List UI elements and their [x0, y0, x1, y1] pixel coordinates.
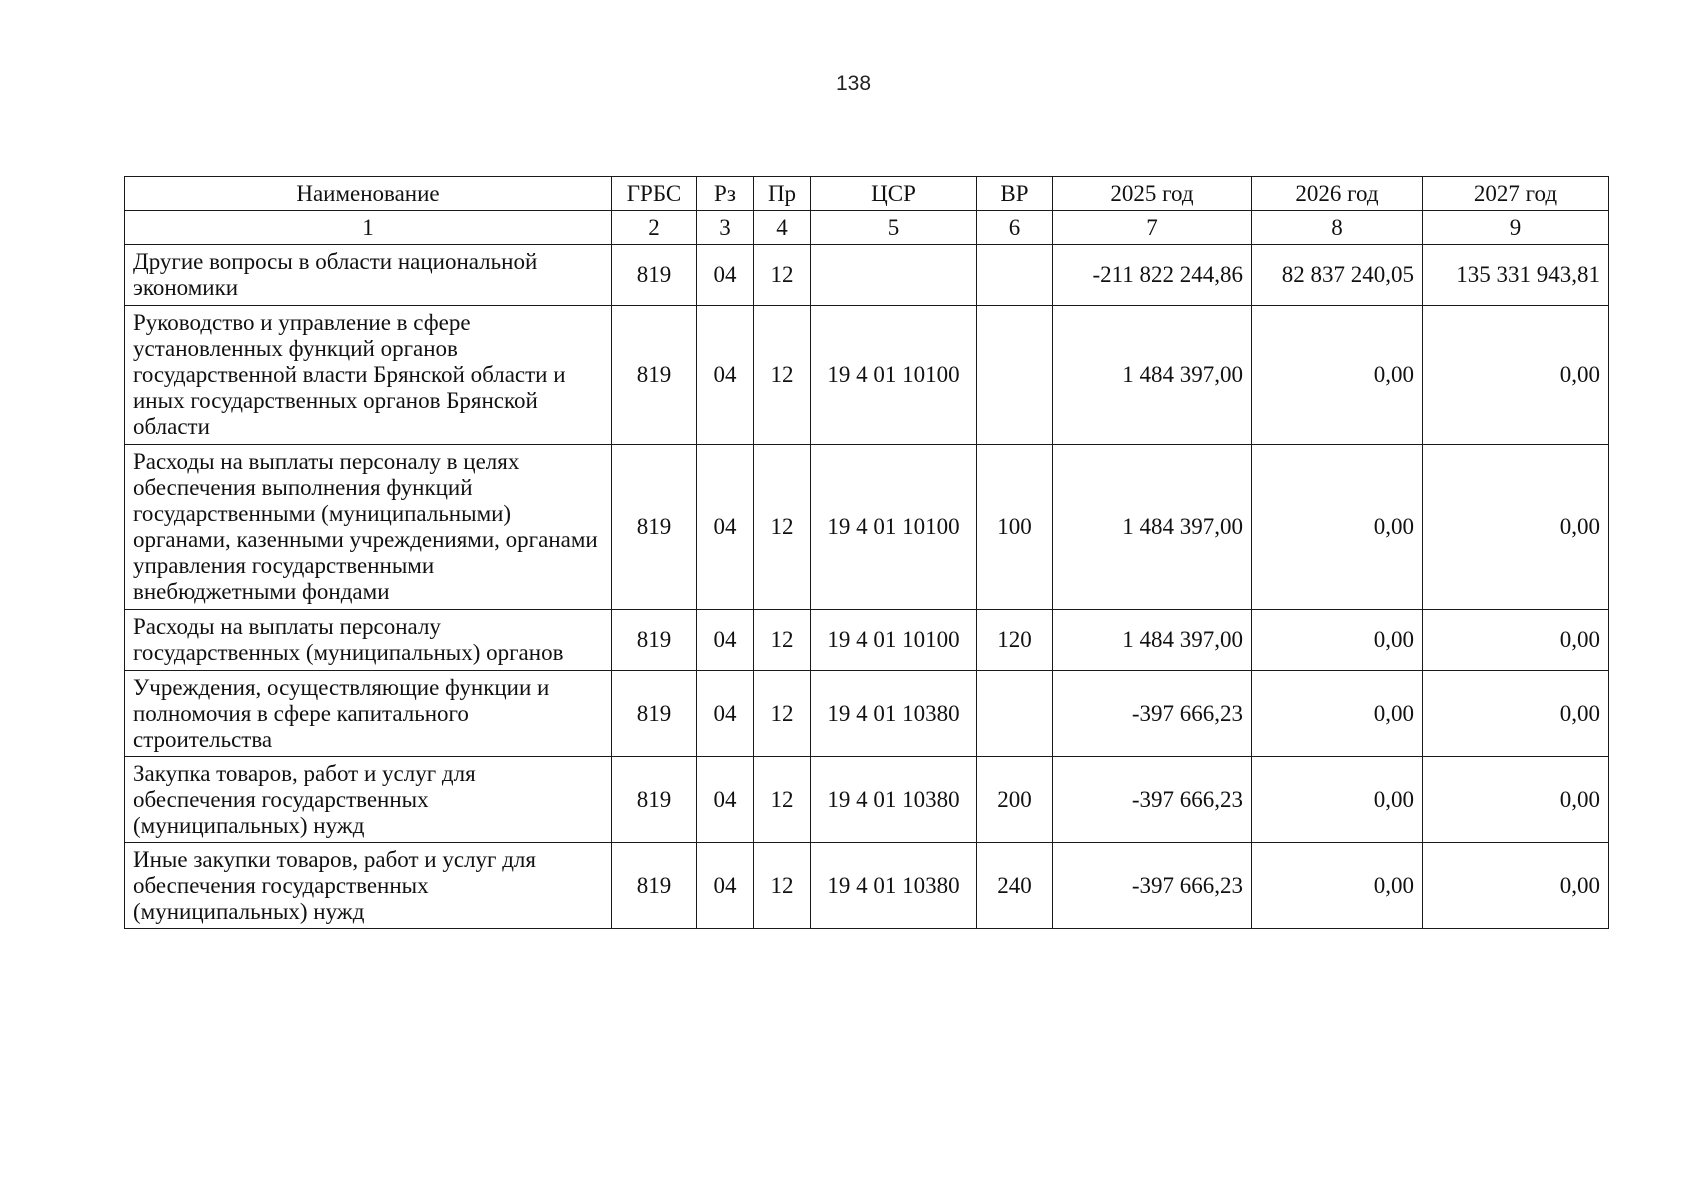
row-rz: 04 [697, 671, 754, 757]
row-pr: 12 [754, 445, 811, 610]
column-number: 6 [977, 211, 1053, 245]
column-number: 2 [612, 211, 697, 245]
row-pr: 12 [754, 671, 811, 757]
column-number: 1 [125, 211, 612, 245]
row-pr: 12 [754, 843, 811, 929]
row-name: Иные закупки товаров, работ и услуг для обеспечения государственных (муниципальных) нужд [125, 843, 612, 929]
column-number: 5 [811, 211, 977, 245]
row-rz: 04 [697, 445, 754, 610]
header-2026: 2026 год [1252, 177, 1423, 211]
row-grbs: 819 [612, 671, 697, 757]
row-csr: 19 4 01 10380 [811, 843, 977, 929]
row-rz: 04 [697, 610, 754, 671]
row-amount-2026: 0,00 [1252, 445, 1423, 610]
row-grbs: 819 [612, 445, 697, 610]
budget-table [124, 176, 1609, 929]
row-amount-2025: 1 484 397,00 [1053, 610, 1252, 671]
header-pr: Пр [754, 177, 811, 211]
header-2027: 2027 год [1423, 177, 1609, 211]
column-number: 4 [754, 211, 811, 245]
row-amount-2025: -397 666,23 [1053, 843, 1252, 929]
table-row [125, 306, 1609, 445]
row-amount-2025: -397 666,23 [1053, 757, 1252, 843]
header-row [125, 177, 1609, 211]
row-amount-2027: 0,00 [1423, 306, 1609, 445]
row-vr: 100 [977, 445, 1053, 610]
column-number: 7 [1053, 211, 1252, 245]
row-amount-2025: 1 484 397,00 [1053, 306, 1252, 445]
row-rz: 04 [697, 843, 754, 929]
row-vr: 120 [977, 610, 1053, 671]
row-amount-2025: -397 666,23 [1053, 671, 1252, 757]
row-amount-2026: 82 837 240,05 [1252, 245, 1423, 306]
row-csr: 19 4 01 10380 [811, 671, 977, 757]
row-name: Закупка товаров, работ и услуг для обеспечения государственных (муниципальных) нужд [125, 757, 612, 843]
row-csr: 19 4 01 10380 [811, 757, 977, 843]
row-grbs: 819 [612, 610, 697, 671]
row-name: Расходы на выплаты персоналу в целях обеспечения выполнения функций государственными (муниципальными) органами, казенными учреждениями, органами управления государственными внебюджетными фондами [125, 445, 612, 610]
row-amount-2025: 1 484 397,00 [1053, 445, 1252, 610]
row-amount-2027: 0,00 [1423, 610, 1609, 671]
row-amount-2026: 0,00 [1252, 306, 1423, 445]
page-number: 138 [835, 72, 872, 95]
table-row [125, 245, 1609, 306]
row-amount-2025: -211 822 244,86 [1053, 245, 1252, 306]
header-2025: 2025 год [1053, 177, 1252, 211]
table-row [125, 843, 1609, 929]
row-name: Учреждения, осуществляющие функции и полномочия в сфере капитального строительства [125, 671, 612, 757]
table-row [125, 671, 1609, 757]
row-pr: 12 [754, 306, 811, 445]
header-grbs: ГРБС [612, 177, 697, 211]
header-csr: ЦСР [811, 177, 977, 211]
row-amount-2027: 0,00 [1423, 445, 1609, 610]
row-name: Руководство и управление в сфере установленных функций органов государственной власти Брянской области и иных государственных органов Брянской области [125, 306, 612, 445]
row-pr: 12 [754, 610, 811, 671]
row-vr: 240 [977, 843, 1053, 929]
row-csr: 19 4 01 10100 [811, 445, 977, 610]
row-amount-2027: 0,00 [1423, 843, 1609, 929]
column-number: 3 [697, 211, 754, 245]
column-number: 8 [1252, 211, 1423, 245]
table-row [125, 757, 1609, 843]
row-pr: 12 [754, 245, 811, 306]
column-number-row [125, 211, 1609, 245]
row-vr: 200 [977, 757, 1053, 843]
row-amount-2027: 135 331 943,81 [1423, 245, 1609, 306]
row-csr: 19 4 01 10100 [811, 610, 977, 671]
row-amount-2026: 0,00 [1252, 757, 1423, 843]
row-vr [977, 671, 1053, 757]
row-rz: 04 [697, 757, 754, 843]
table-row [125, 445, 1609, 610]
row-amount-2026: 0,00 [1252, 843, 1423, 929]
row-grbs: 819 [612, 245, 697, 306]
row-amount-2027: 0,00 [1423, 671, 1609, 757]
row-vr [977, 245, 1053, 306]
row-grbs: 819 [612, 757, 697, 843]
row-rz: 04 [697, 306, 754, 445]
header-name: Наименование [125, 177, 612, 211]
row-amount-2027: 0,00 [1423, 757, 1609, 843]
row-name: Другие вопросы в области национальной экономики [125, 245, 612, 306]
row-amount-2026: 0,00 [1252, 671, 1423, 757]
row-grbs: 819 [612, 306, 697, 445]
header-rz: Рз [697, 177, 754, 211]
row-pr: 12 [754, 757, 811, 843]
table-row [125, 610, 1609, 671]
row-vr [977, 306, 1053, 445]
column-number: 9 [1423, 211, 1609, 245]
row-amount-2026: 0,00 [1252, 610, 1423, 671]
header-vr: ВР [977, 177, 1053, 211]
row-name: Расходы на выплаты персоналу государственных (муниципальных) органов [125, 610, 612, 671]
row-grbs: 819 [612, 843, 697, 929]
row-rz: 04 [697, 245, 754, 306]
row-csr: 19 4 01 10100 [811, 306, 977, 445]
row-csr [811, 245, 977, 306]
